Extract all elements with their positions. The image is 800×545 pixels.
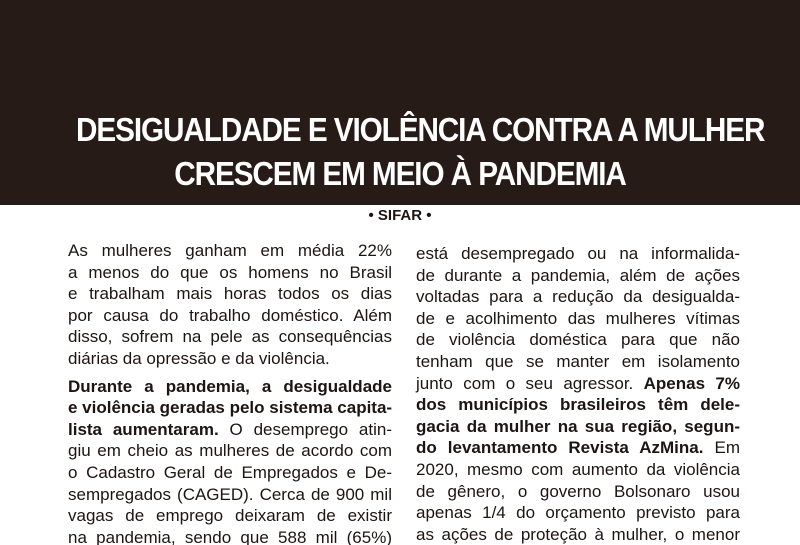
right-column [416, 243, 740, 545]
bold-text-line: Durante a pandemia, a desigualdade [68, 376, 392, 396]
text-line: de e acolhimento das mulheres vítimas [416, 308, 740, 328]
bold-text-line: gacia da mulher na sua região, segun- [416, 416, 740, 436]
headline-line-1: DESIGUALDADE E VIOLÊNCIA CONTRA A MULHER [76, 111, 765, 148]
text-line: sempregados (CAGED). Cerca de 900 mil [68, 484, 392, 504]
text-line: por causa do trabalho doméstico. Além [68, 305, 392, 325]
text-line: a menos do que os homens no Brasil [68, 262, 392, 282]
text-line: giu em cheio as mulheres de acordo com [68, 441, 392, 461]
bold-text-line: e violência geradas pelo sistema capita- [68, 398, 393, 418]
text-line: está desempregado ou na informalida- [416, 244, 740, 263]
text-line: de violência doméstica para que não [416, 330, 740, 350]
bold-text-line: dos municípios brasileiros têm dele- [416, 395, 740, 415]
headline [76, 108, 765, 196]
text-line: apenas 1/4 do orçamento previsto para [416, 503, 740, 523]
text-line: na pandemia, sendo que 588 mil (65%) [68, 527, 392, 545]
text-line: as ações de proteção à mulher, o menor [416, 524, 740, 544]
mixed-text-line: junto com o seu agressor. Apenas 7% [416, 373, 740, 393]
mixed-text-line: do levantamento Revista AzMina. Em [416, 438, 740, 458]
text-line: disso, sofrem na pele as consequências [68, 327, 392, 347]
mixed-text-line: lista aumentaram. O desemprego atin- [68, 419, 393, 439]
text-line: diárias da opressão e da violência. [68, 348, 330, 368]
text-line: o Cadastro Geral de Empregados e De- [68, 462, 392, 482]
text-line: tenham que se manter em isolamento [416, 351, 740, 371]
text-line: 2020, mesmo com aumento da violência [416, 459, 740, 479]
text-line: de durante a pandemia, além de ações [416, 265, 740, 285]
text-line: As mulheres ganham em média 22% [68, 241, 392, 260]
text-line: vagas de emprego deixaram de existir [68, 506, 392, 526]
byline: • SIFAR • [368, 207, 432, 224]
left-column [68, 240, 392, 545]
headline-line-2: CRESCEM EM MEIO À PANDEMIA [174, 155, 626, 192]
text-line: e trabalham mais horas todos os dias [68, 284, 392, 304]
text-line: de gênero, o governo Bolsonaro usou [416, 481, 740, 501]
text-line: voltadas para a redução da desigualda- [416, 287, 740, 307]
